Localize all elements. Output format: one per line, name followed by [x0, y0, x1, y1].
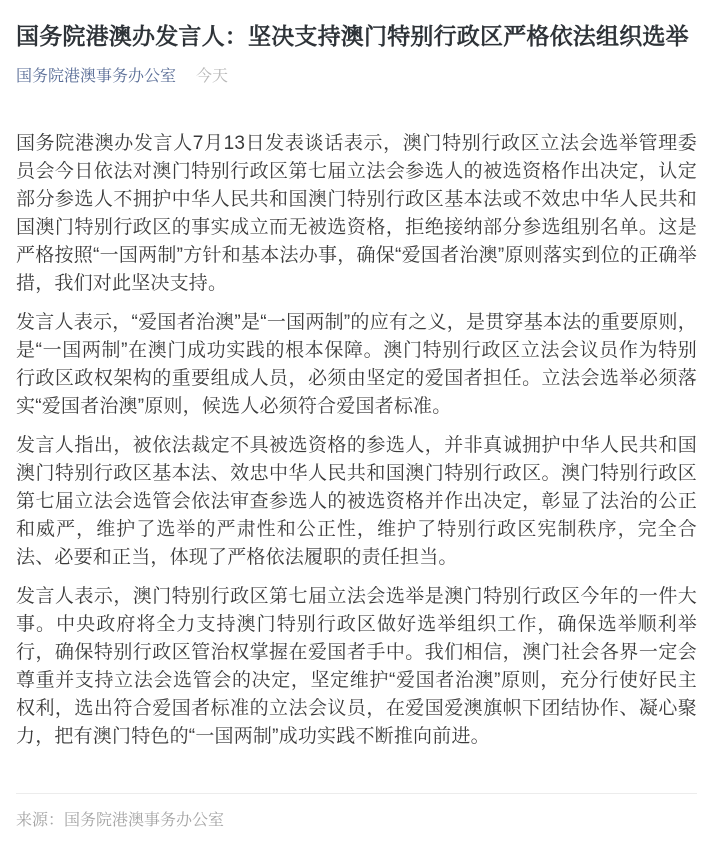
article-body [0, 20, 713, 832]
page-title: 国务院港澳办发言人：坚决支持澳门特别行政区严格依法组织选举 [16, 23, 689, 49]
article-paragraph: 发言人指出，被依法裁定不具被选资格的参选人，并非真诚拥护中华人民共和国澳门特别行政区基本法、效忠中华人民共和国澳门特别行政区。澳门特别行政区第七届立法会选管会依法审查参选人的被选资格并作出决定，彰显了法治的公正和威严，维护了选举的严肃性和公正性，维护了特别行政区宪制秩序，完全合法、必要和正当，体现了严格依法履职的责任担当。 [16, 435, 697, 568]
publish-time: 今天 [196, 68, 229, 85]
article-content [16, 130, 697, 751]
article-paragraph: 国务院港澳办发言人7月13日发表谈话表示，澳门特别行政区立法会选举管理委员会今日依法对澳门特别行政区第七届立法会参选人的被选资格作出决定，认定部分参选人不拥护中华人民共和国澳门特别行政区基本法或不效忠中华人民共和国澳门特别行政区的事实成立而无被选资格，拒绝接纳部分参选组别名单。这是严格按照“一国两制”方针和基本法办事，确保“爱国者治澳”原则落实到位的正确举措，我们对此坚决支持。 [16, 133, 697, 294]
account-name-link[interactable]: 国务院港澳事务办公室 [16, 68, 177, 85]
article-paragraph: 发言人表示，澳门特别行政区第七届立法会选举是澳门特别行政区今年的一件大事。中央政府将全力支持澳门特别行政区做好选举组织工作，确保选举顺利举行，确保特别行政区管治权掌握在爱国者手中。我们相信，澳门社会各界一定会尊重并支持立法会选管会的决定，坚定维护“爱国者治澳”原则，充分行使好民主权利，选出符合爱国者标准的立法会议员，在爱国爱澳旗帜下团结协作、凝心聚力，把有澳门特色的“一国两制”成功实践不断推向前进。 [16, 586, 697, 747]
byline [16, 66, 697, 88]
article-paragraph: 发言人表示，“爱国者治澳”是“一国两制”的应有之义，是贯穿基本法的重要原则，是“一国两制”在澳门成功实践的根本保障。澳门特别行政区立法会议员作为特别行政区政权架构的重要组成人员，必须由坚定的爱国者担任。立法会选举必须落实“爱国者治澳”原则，候选人必须符合爱国者标准。 [16, 312, 697, 417]
source-label: 来源：国务院港澳事务办公室 [16, 812, 225, 829]
footer-divider [16, 793, 697, 794]
